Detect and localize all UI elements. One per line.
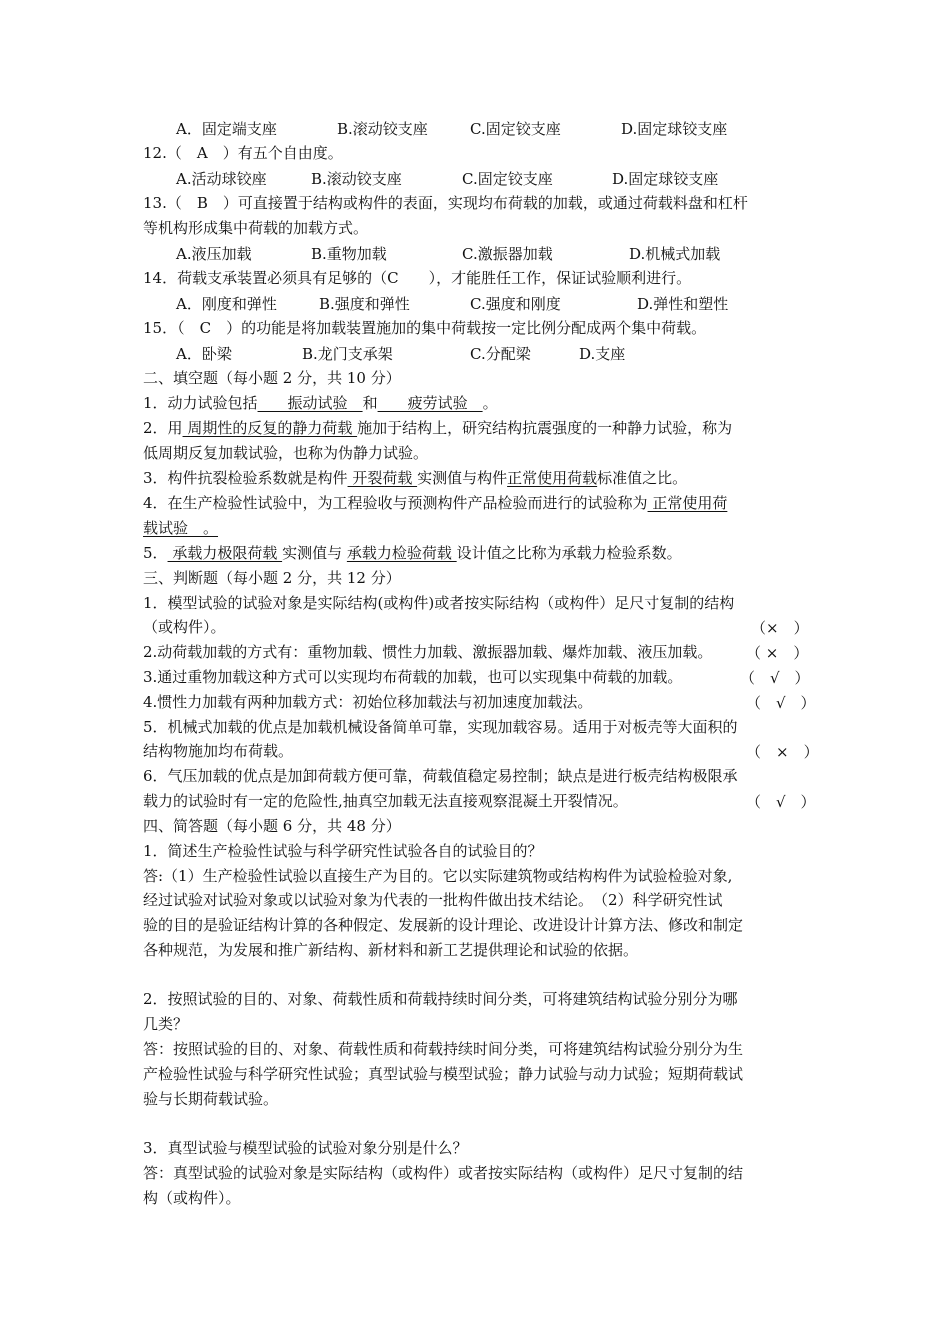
q13-option-a: A.液压加载 <box>176 245 252 263</box>
fill-q1 <box>143 393 498 413</box>
short-q1-answer-line1: 答:（1）生产检验性试验以直接生产为目的。它以实际建筑物或结构构件为试验检验对象, <box>143 867 733 885</box>
q13-question-line1: 13.（ B ）可直接置于结构或构件的表面，实现均布荷载的加载，或通过荷载料盘和杠杆 <box>143 194 748 212</box>
short-q2-answer-line1: 答：按照试验的目的、对象、荷载性质和荷载持续时间分类，可将建筑结构试验分别分为生 <box>143 1040 744 1058</box>
judge-q5-line1: 5．机械式加载的优点是加载机械设备简单可靠，实现加载容易。适用于对板壳等大面积的 <box>143 718 738 736</box>
short-q2-answer-line3: 验与长期荷载试验。 <box>143 1090 279 1108</box>
short-q1-answer-line4: 各种规范，为发展和推广新结构、新材料和新工艺提供理论和试验的依据。 <box>143 941 639 959</box>
fill-q2 <box>143 418 732 438</box>
q12-option-b: B.滚动铰支座 <box>311 170 402 188</box>
q13-option-b: B.重物加载 <box>311 245 387 263</box>
q11-option-a: A．固定端支座 <box>176 120 277 138</box>
q12-option-d: D.固定球铰支座 <box>612 170 719 188</box>
fill-q5 <box>143 543 682 563</box>
fill-q1-end: 。 <box>482 394 498 412</box>
fill-q5-end: 设计值之比称为承载力检验系数。 <box>456 544 682 562</box>
fill-q2-rest: 施加于结构上，研究结构抗震强度的一种静力试验，称为 <box>357 419 733 437</box>
judge-section-heading: 三、判断题（每小题 2 分，共 12 分） <box>143 569 401 587</box>
judge-q2-text: 2.动荷载加载的方式有：重物加载、惯性力加载、激振器加载、爆炸加载、液压加载。 <box>143 643 713 661</box>
q15-option-c: C.分配梁 <box>470 345 531 363</box>
fill-q2-text: 2．用 <box>143 419 183 437</box>
fill-q1-answer-1: 振动试验 <box>257 394 363 412</box>
fill-q1-answer-2: 疲劳试验 <box>377 394 483 412</box>
judge-q6-line2: 载力的试验时有一定的危险性,抽真空加载无法直接观察混凝土开裂情况。 <box>143 792 628 810</box>
judge-q1-line1: 1．模型试验的试验对象是实际结构(或构件)或者按实际结构（或构件）足尺寸复制的结构 <box>143 594 735 612</box>
fill-q1-connector: 和 <box>362 394 378 412</box>
short-q3-question: 3．真型试验与模型试验的试验对象分别是什么？ <box>143 1139 468 1157</box>
fill-q3 <box>143 468 687 488</box>
fill-q2-line2: 低周期反复加载试验，也称为伪静力试验。 <box>143 444 429 462</box>
short-q2-question-line2: 几类？ <box>143 1015 189 1033</box>
q12-option-c: C.固定铰支座 <box>462 170 553 188</box>
judge-q5-line2: 结构物施加均布荷载。 <box>143 742 294 760</box>
q15-option-b: B.龙门支承架 <box>302 345 393 363</box>
q15-option-d: D.支座 <box>579 345 626 363</box>
fill-q3-answer-1: 开裂荷载 <box>347 469 418 487</box>
judge-q1-line2: （或构件）。 <box>143 618 226 636</box>
judge-q4-mark: （ √ ） <box>746 694 816 712</box>
q11-option-b: B.滚动铰支座 <box>337 120 428 138</box>
short-q1-answer-line2: 经过试验对试验对象或以试验对象为代表的一批构件做出技术结论。 （2）科学研究性试 <box>143 891 723 909</box>
q13-option-c: C.激振器加载 <box>462 245 553 263</box>
q11-option-c: C.固定铰支座 <box>470 120 561 138</box>
short-q2-answer-line2: 产检验性试验与科学研究性试验；真型试验与模型试验；静力试验与动力试验；短期荷载试 <box>143 1065 744 1083</box>
q14-option-a: A．刚度和弹性 <box>176 295 277 313</box>
q15-option-a: A．卧梁 <box>176 345 232 363</box>
judge-q6-line1: 6．气压加载的优点是加卸荷载方便可靠，荷载值稳定易控制；缺点是进行板壳结构极限承 <box>143 767 738 785</box>
fill-q4-answer-part2: 载试验 。 <box>143 519 219 537</box>
fill-q1-text: 1．动力试验包括 <box>143 394 258 412</box>
short-q1-answer-line3: 验的目的是验证结构计算的各种假定、发展新的设计理论、改进设计计算方法、修改和制定 <box>143 916 744 934</box>
q15-question: 15．（ C ）的功能是将加载装置施加的集中荷载按一定比例分配成两个集中荷载。 <box>143 319 707 337</box>
q11-option-d: D.固定球铰支座 <box>621 120 728 138</box>
fill-q4-line2 <box>143 518 218 538</box>
fill-q3-end: 标准值之比。 <box>597 469 688 487</box>
short-q3-answer-line1: 答：真型试验的试验对象是实际结构（或构件）或者按实际结构（或构件）足尺寸复制的结 <box>143 1164 744 1182</box>
short-section-heading: 四、简答题（每小题 6 分，共 48 分） <box>143 817 401 835</box>
q14-option-c: C.强度和刚度 <box>470 295 561 313</box>
fill-q4 <box>143 493 727 513</box>
judge-q3-mark: （ √ ） <box>740 669 810 687</box>
judge-q2-mark: （ × ） <box>746 644 809 662</box>
judge-q5-mark: （ × ） <box>746 743 819 761</box>
q13-question-line2: 等机构形成集中荷载的加载方式。 <box>143 219 369 237</box>
q12-question: 12.（ A ）有五个自由度。 <box>143 144 343 162</box>
fill-q5-number: 5． <box>143 544 168 562</box>
fill-q2-answer: 周期性的反复的静力荷载 <box>182 419 358 437</box>
q13-option-d: D.机械式加载 <box>629 245 721 263</box>
q14-option-d: D.弹性和塑性 <box>637 295 729 313</box>
fill-q3-answer-2: 正常使用荷载 <box>507 469 598 487</box>
short-q1-question: 1．简述生产检验性试验与科学研究性试验各自的试验目的？ <box>143 842 543 860</box>
fill-section-heading: 二、填空题（每小题 2 分，共 10 分） <box>143 369 401 387</box>
judge-q4-text: 4.惯性力加载有两种加载方式：初始位移加载法与初加速度加载法。 <box>143 693 593 711</box>
q12-option-a: A.活动球铰座 <box>176 170 267 188</box>
judge-q6-mark: （ √ ） <box>746 793 816 811</box>
short-q2-question-line1: 2．按照试验的目的、对象、荷载性质和荷载持续时间分类，可将建筑结构试验分别分为哪 <box>143 990 738 1008</box>
fill-q3-connector: 实测值与构件 <box>417 469 508 487</box>
judge-q3-text: 3.通过重物加载这种方式可以实现均布荷载的加载，也可以实现集中荷载的加载。 <box>143 668 683 686</box>
fill-q3-text: 3．构件抗裂检验系数就是构件 <box>143 469 348 487</box>
fill-q4-text: 4．在生产检验性试验中，为工程验收与预测构件产品检验而进行的试验称为 <box>143 494 648 512</box>
q14-question: 14．荷载支承装置必须具有足够的（C ），才能胜任工作，保证试验顺利进行。 <box>143 269 692 287</box>
q14-option-b: B.强度和弹性 <box>319 295 410 313</box>
fill-q5-answer-1: 承载力极限荷载 <box>167 544 283 562</box>
fill-q5-answer-2: 承载力检验荷载 <box>346 544 457 562</box>
short-q3-answer-line2: 构（或构件）。 <box>143 1189 241 1207</box>
fill-q4-answer-part1: 正常使用荷 <box>647 494 728 512</box>
judge-q1-mark: （× ） <box>751 619 809 637</box>
fill-q5-connector: 实测值与 <box>282 544 347 562</box>
